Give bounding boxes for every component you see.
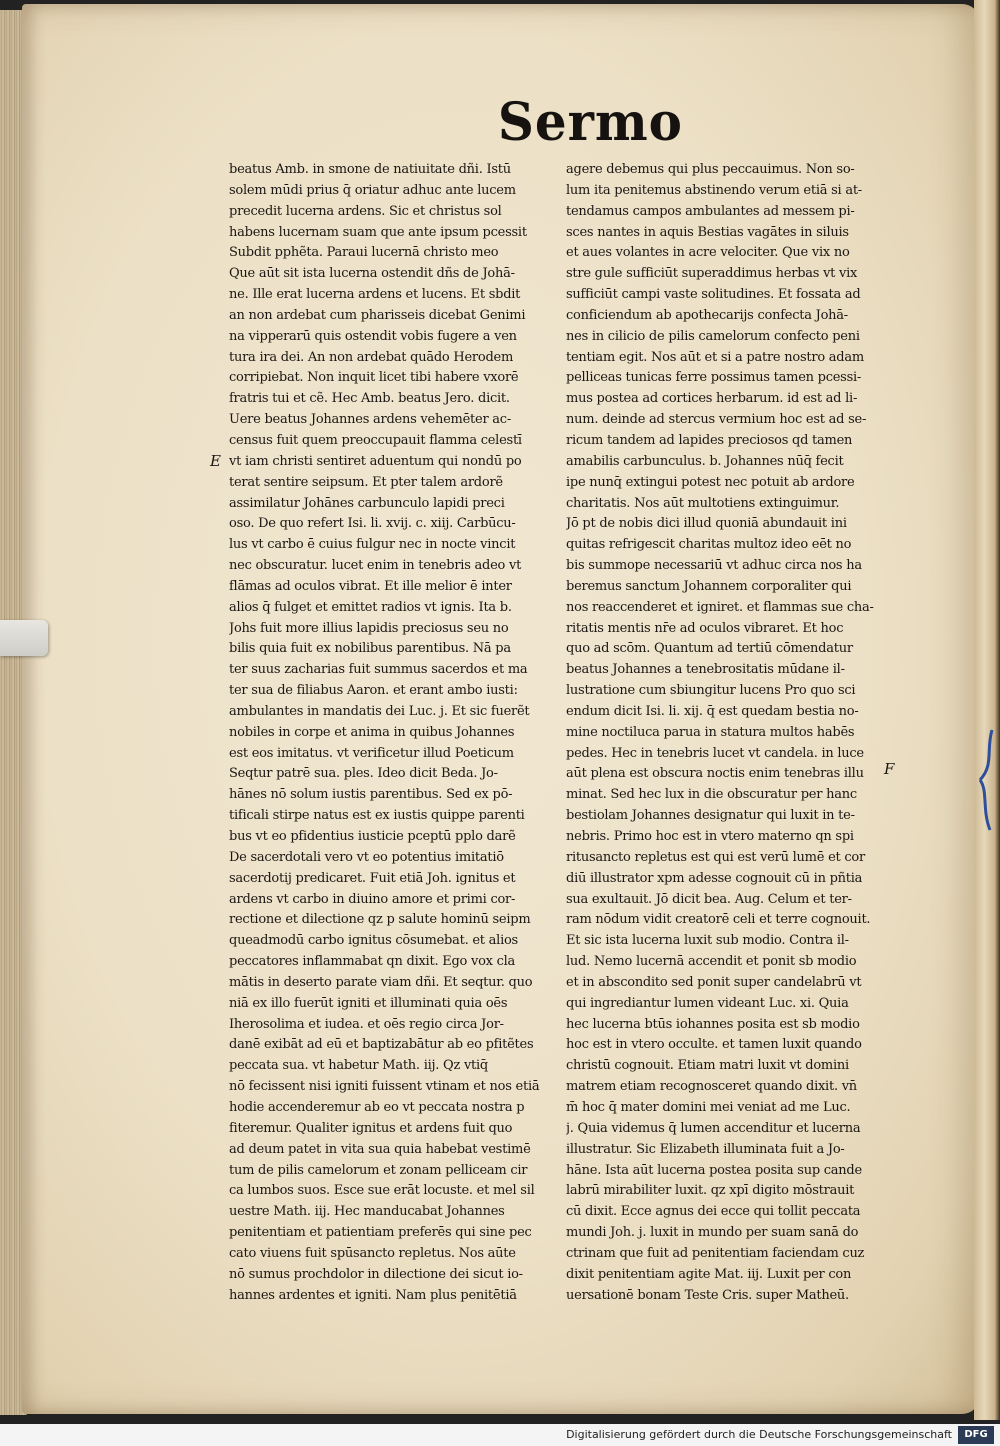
text-line: illustratur. Sic Elizabeth illuminata fuit a Jo- [566,1141,845,1157]
text-line: tentiam egit. Nos aūt et si a patre nostro adam [566,349,864,365]
text-line: bestiolam Johannes designatur qui luxit in te- [566,808,855,824]
text-line: hec lucerna btūs iohannes posita est sb modio [566,1016,860,1032]
text-line: ambulantes in mandatis dei Luc. j. Et sic fuerẽt [229,703,530,719]
text-line: nos reaccenderet et igniret. et flammas sue cha- [566,599,874,615]
text-line: hodie accenderemur ab eo vt peccata nostra p [229,1099,525,1115]
text-line: cū dixit. Ecce agnus dei ecce qui tollit peccata [566,1204,861,1220]
text-line: Seqtur patrē sua. ples. Ideo dicit Beda. Jo- [229,766,498,782]
text-line: qui ingrediantur lumen videant Luc. xi. Quia [566,995,849,1011]
text-line: m̄ hoc q̄ mater domini mei veniat ad me Luc. [566,1099,851,1115]
text-line: ardens vt carbo in diuino amore et primi cor- [229,891,516,907]
marginal-letter-left: E [210,452,221,470]
text-line: tendamus campos ambulantes ad messem pi- [566,203,855,219]
text-line: bis summope necessariū vt adhuc circa nos ha [566,558,862,574]
text-line: labrū mirabiliter luxit. qz xpī digito mōstrauit [566,1183,855,1199]
text-line: diū illustrator xpm adesse cognouit cū in pñtia [566,870,863,886]
text-line: dixit penitentiam agite Mat. iij. Luxit per con [566,1266,852,1282]
text-line: Iherosolima et iudea. et oēs regio circa Jor- [229,1016,504,1032]
dfg-logo: DFG [958,1426,994,1444]
text-line: rectione et dilectione qz p salute hominū seipm [229,912,531,928]
funding-credit: Digitalisierung gefördert durch die Deutsche Forschungsgemeinschaft [566,1428,952,1441]
running-title: Sermo [497,92,683,153]
text-line: amabilis carbunculus. b. Johannes nūq̄ fecit [566,453,844,469]
text-line: christū cognouit. Etiam matri luxit vt domini [566,1058,849,1074]
text-line: na vipperarū quis ostendit vobis fugere a ven [229,328,517,344]
text-line: danē exibāt ad eū et baptizabātur ab eo pfitẽtes [229,1037,534,1053]
text-line: flāmas ad oculos vibrat. Et ille melior ē inter [229,578,512,594]
text-line: Et sic ista lucerna luxit sub modio. Contra il- [566,933,849,949]
text-line: alios q̄ fulget et emittet radios vt ignis. Ita b. [229,599,512,615]
text-line: fratris tui et cẽ. Hec Amb. beatus Jero. dicit. [229,391,510,407]
text-line: ricum tandem ad lapides preciosos qd tamen [566,432,853,448]
text-line: mundi Joh. j. luxit in mundo per suam sanā do [566,1225,859,1241]
text-line: ad deum patet in vita sua quia habebat vestimē [229,1141,531,1157]
text-line: terat sentire seipsum. Et pter talem ardorẽ [229,474,503,490]
text-line: ram nōdum vidit creatorē celi et terre cognouit. [566,912,871,928]
text-line: ipe nunq̄ extingui potest nec potuit ab ardore [566,474,855,490]
text-line: hannes ardentes et igniti. Nam plus penitētiā [229,1287,517,1303]
text-line: Uere beatus Johannes ardens vehemēter ac- [229,412,511,428]
text-line: et aues volantes in acre velociter. Que vix no [566,245,850,261]
text-line: stre gule sufficiūt superaddimus herbas vt vix [566,266,858,282]
bookmark-tab [0,620,48,656]
text-line: De sacerdotali vero vt eo potentius imitatiō [229,849,504,865]
text-line: minat. Sed hec lux in die obscuratur per hanc [566,787,857,803]
text-line: beremus sanctum Johannem corporaliter qui [566,578,852,594]
text-column-left [229,160,549,1306]
text-line: uersationē bonam Teste Cris. super Matheū. [566,1287,849,1303]
text-line: peccatores inflammabat qn dixit. Ego vox cla [229,954,516,970]
text-line: Jō pt de nobis dici illud quoniā abundauit ini [566,516,847,532]
right-cover-edge [974,0,1000,1420]
text-line: mus postea ad cortices herbarum. id est ad li- [566,391,858,407]
text-line: nec obscuratur. lucet enim in tenebris adeo vt [229,558,522,574]
text-line: hāne. Ista aūt lucerna postea posita sup cande [566,1162,862,1178]
text-line: penitentiam et patientiam preferēs qui sine pec [229,1225,532,1241]
text-line: nō fecissent nisi igniti fuissent vtinam et nos etiā [229,1079,540,1095]
text-line: nebris. Primo hoc est in vtero materno qn spi [566,829,854,844]
text-line: hoc est in vtero occulte. et tamen luxit quando [566,1037,862,1053]
text-line: an non ardebat cum pharisseis dicebat Genimi [229,307,526,323]
text-line: corripiebat. Non inquit licet tibi habere vxorē [229,370,519,386]
text-line: sua exultauit. Jō dicit bea. Aug. Celum et ter- [566,891,852,907]
text-line: num. deinde ad stercus vermium hoc est ad se- [566,412,867,428]
text-line: sufficiūt campi vaste solitudines. Et fossata ad [566,287,861,303]
text-line: habens lucernam suam que ante ipsum pcessit [229,224,527,240]
marginal-letter-right: F [884,760,895,778]
text-line: Subdit pphẽta. Paraui lucernā christo meo [229,245,499,261]
text-line: ctrinam que fuit ad penitentiam faciendam cuz [566,1245,865,1261]
text-line: niā ex illo fuerūt igniti et illuminati quia oēs [229,995,508,1011]
text-line: lustratione cum sbiungitur lucens Pro quo sci [566,683,856,699]
text-line: census fuit quem preoccupauit flamma celestī [229,432,522,448]
text-line: queadmodū carbo ignitus cōsumebat. et alios [229,933,518,949]
text-line: oso. De quo refert Isi. li. xvij. c. xiij. Carbūcu- [229,516,516,532]
text-line: vt iam christi sentiret aduentum qui nondū po [229,453,522,469]
text-line: Johs fuit more illius lapidis preciosus seu no [229,620,509,636]
text-line: mine noctiluca parua in statura multos habēs [566,724,855,740]
text-line: hānes nō solum iustis parentibus. Sed ex pō- [229,787,513,803]
text-line: conficiendum ab apothecarijs confecta Johā- [566,307,848,323]
text-line: sces nantes in aquis Bestias vagātes in siluis [566,224,849,240]
text-line: uestre Math. iij. Hec manducabat Johannes [229,1204,505,1220]
blue-ink-mark [972,720,996,840]
text-line: sacerdotij predicaret. Fuit etiā Joh. ignitus et [229,870,516,886]
text-line: quo ad scōm. Quantum ad tertiū cōmendatur [566,641,853,657]
text-line: solem mūdi prius q̄ oriatur adhuc ante lucem [229,182,516,198]
text-line: tificali stirpe natus est ex iustis quippe parenti [229,808,525,824]
text-line: bus vt eo pfidentius iusticie pceptū pplo darẽ [229,829,516,844]
text-line: precedit lucerna ardens. Sic et christus sol [229,203,502,219]
text-line: lud. Nemo lucernā accendit et ponit sb modio [566,954,857,970]
text-line: ca lumbos suos. Esce sue erāt locuste. et mel sil [229,1183,535,1199]
text-line: beatus Amb. in smone de natiuitate dñi. Istū [229,162,511,177]
text-line: bilis quia fuit ex nobilibus parentibus. Nā pa [229,641,511,657]
text-line: peccata sua. vt habetur Math. iij. Qz vtiq̄ [229,1058,488,1074]
text-line: endum dicit Isi. li. xij. q̄ est quedam bestia no- [566,703,859,719]
text-line: matrem etiam recognosceret quando dixit. vn̄ [566,1079,857,1095]
text-line: ter suus zacharias fuit summus sacerdos et ma [229,662,528,678]
text-line: Que aūt sit ista lucerna ostendit dñs de Johā- [229,266,515,282]
text-line: agere debemus qui plus peccauimus. Non so- [566,162,855,177]
text-line: lum ita penitemus abstinendo verum etiā si at- [566,182,862,198]
text-line: ter sua de filiabus Aaron. et erant ambo iusti: [229,683,518,699]
text-line: et in abscondito sed ponit super candelabrū vt [566,974,862,990]
text-line: pedes. Hec in tenebris lucet vt candela. in luce [566,745,864,761]
text-line: lus vt carbo ē cuius fulgur nec in nocte vincit [229,537,516,553]
text-line: fiteremur. Qualiter ignitus et ardens fuit quo [229,1120,513,1136]
text-column-right [566,160,886,1306]
text-line: charitatis. Nos aūt multotiens extinguimur. [566,495,840,511]
text-line: ne. Ille erat lucerna ardens et lucens. Et sbdit [229,287,521,303]
text-line: mātis in deserto parate viam dñi. Et seqtur. quo [229,974,533,990]
text-line: nes in cilicio de pilis camelorum confecto peni [566,328,860,344]
text-line: j. Quia videmus q̄ lumen accenditur et lucerna [566,1120,861,1136]
text-line: cato viuens fuit spūsancto repletus. Nos aūte [229,1245,516,1261]
text-line: beatus Johannes a tenebrositatis mūdane il- [566,662,845,678]
text-line: tum de pilis camelorum et zonam pelliceam cir [229,1162,528,1178]
text-line: est eos imitatus. vt verificetur illud Poeticum [229,745,514,761]
text-line: assimilatur Johānes carbunculo lapidi preci [229,495,505,511]
text-line: ritatis mentis nr̄e ad oculos vibraret. Et hoc [566,620,844,636]
text-line: nō sumus prochdolor in dilectione dei sicut io- [229,1266,523,1282]
text-line: aūt plena est obscura noctis enim tenebras illu [566,766,864,782]
text-line: tura ira dei. An non ardebat quādo Herodem [229,349,514,365]
text-line: quitas refrigescit charitas multoz ideo eēt no [566,537,852,553]
text-line: ritusancto repletus est qui est verū lumē et cor [566,849,865,865]
text-line: pelliceas tunicas ferre possimus tamen pcessi- [566,370,862,386]
text-line: nobiles in corpe et anima in quibus Johannes [229,724,515,740]
